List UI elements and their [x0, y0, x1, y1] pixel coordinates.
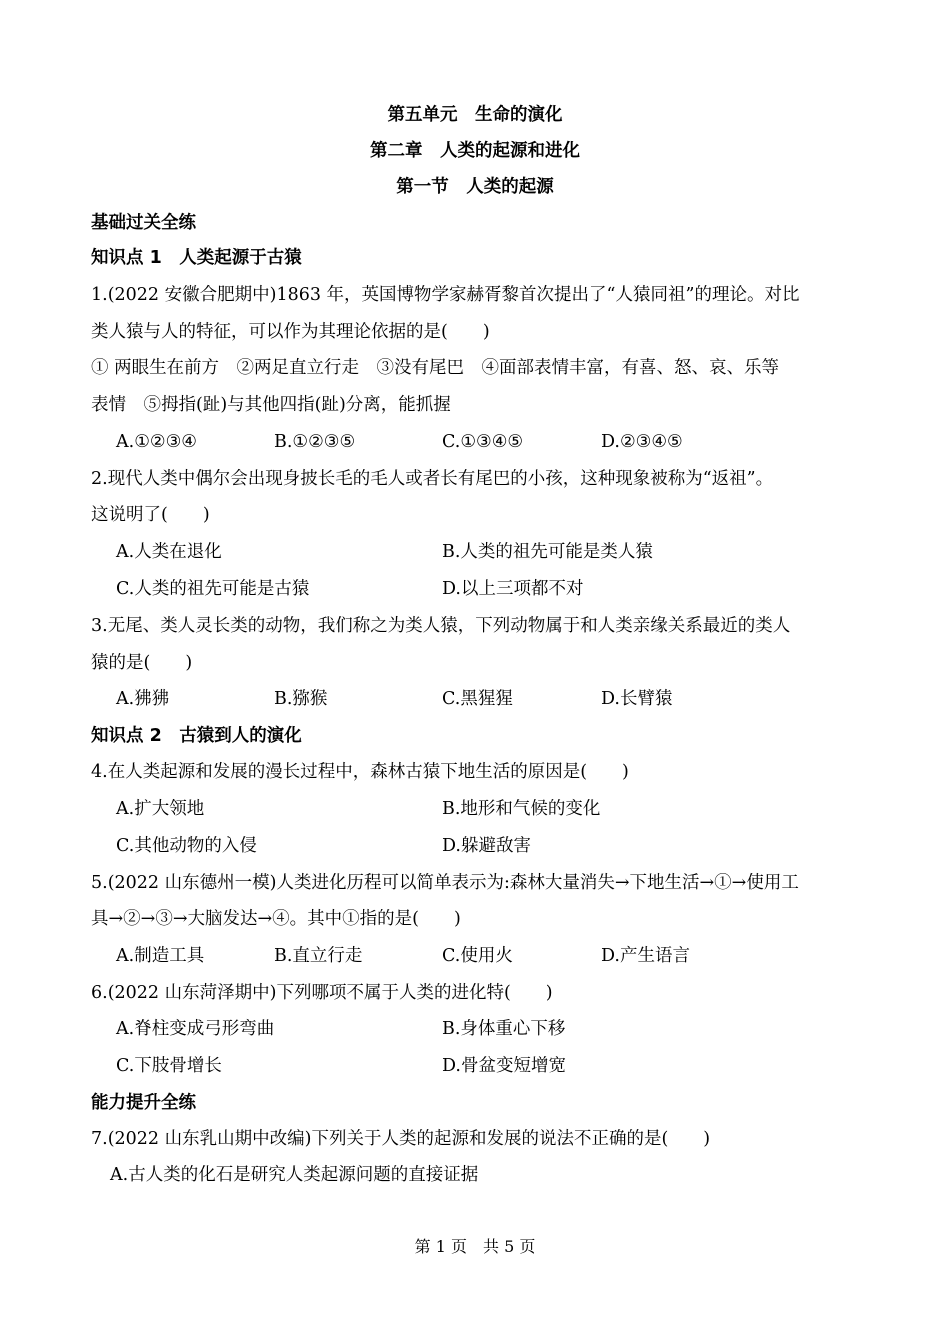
page-footer: 第 1 页 共 5 页 [414, 1237, 536, 1256]
question-1-line-3: ① 两眼生在前方 ②两足直立行走 ③没有尾巴 ④面部表情丰富，有喜、怒、哀、乐等 [91, 358, 780, 378]
question-6-option-a: A.脊柱变成弓形弯曲 [116, 1019, 275, 1039]
question-1-line-4: 表情 ⑤拇指(趾)与其他四指(趾)分离，能抓握 [91, 395, 451, 415]
question-3-option-b: B.猕猴 [274, 689, 328, 709]
advanced-practice-heading: 能力提升全练 [91, 1093, 196, 1113]
question-3-option-a: A.狒狒 [116, 689, 170, 709]
question-4-option-d: D.躲避敌害 [442, 836, 531, 856]
question-1-line-1: 1.(2022 安徽合肥期中)1863 年，英国博物学家赫胥黎首次提出了“人猿同祖”的理论。对比 [91, 285, 800, 305]
question-5-option-c: C.使用火 [442, 946, 513, 966]
question-5-option-a: A.制造工具 [116, 946, 205, 966]
question-5-line-1: 5.(2022 山东德州一模)人类进化历程可以简单表示为:森林大量消失→下地生活→①→使用工 [91, 873, 799, 893]
question-6-option-d: D.骨盆变短增宽 [442, 1056, 566, 1076]
question-2-line-1: 2.现代人类中偶尔会出现身披长毛的毛人或者长有尾巴的小孩，这种现象被称为“返祖”。 [91, 469, 774, 489]
question-6-option-c: C.下肢骨增长 [116, 1056, 222, 1076]
question-3-line-2: 猿的是( ) [91, 653, 193, 673]
question-3-line-1: 3.无尾、类人灵长类的动物，我们称之为类人猿，下列动物属于和人类亲缘关系最近的类人 [91, 616, 791, 636]
question-2-option-d: D.以上三项都不对 [442, 579, 584, 599]
question-5-option-b: B.直立行走 [274, 946, 363, 966]
question-1-option-d: D.②③④⑤ [601, 432, 683, 452]
question-2-option-c: C.人类的祖先可能是古猿 [116, 579, 310, 599]
question-3-option-c: C.黑猩猩 [442, 689, 513, 709]
question-1-option-a: A.①②③④ [116, 432, 197, 452]
question-1-line-2: 类人猿与人的特征，可以作为其理论依据的是( ) [91, 322, 490, 342]
question-4-option-c: C.其他动物的入侵 [116, 836, 257, 856]
question-2-option-a: A.人类在退化 [116, 542, 222, 562]
question-6-line-1: 6.(2022 山东菏泽期中)下列哪项不属于人类的进化特( ) [91, 983, 553, 1003]
question-2-option-b: B.人类的祖先可能是类人猿 [442, 542, 653, 562]
basic-practice-heading: 基础过关全练 [91, 213, 196, 233]
question-2-line-2: 这说明了( ) [91, 505, 210, 525]
question-4-line-1: 4.在人类起源和发展的漫长过程中，森林古猿下地生活的原因是( ) [91, 762, 629, 782]
question-5-option-d: D.产生语言 [601, 946, 690, 966]
chapter-title: 第二章 人类的起源和进化 [370, 141, 580, 161]
section-title: 第一节 人类的起源 [396, 177, 554, 197]
question-6-option-b: B.身体重心下移 [442, 1019, 566, 1039]
question-7-line-1: 7.(2022 山东乳山期中改编)下列关于人类的起源和发展的说法不正确的是( ) [91, 1129, 711, 1149]
question-4-option-b: B.地形和气候的变化 [442, 799, 601, 819]
knowledge-point-2-heading: 知识点 2 古猿到人的演化 [91, 726, 302, 746]
knowledge-point-1-heading: 知识点 1 人类起源于古猿 [91, 248, 302, 268]
question-1-option-b: B.①②③⑤ [274, 432, 356, 452]
unit-title: 第五单元 生命的演化 [387, 105, 563, 125]
question-3-option-d: D.长臂猿 [601, 689, 673, 709]
question-4-option-a: A.扩大领地 [116, 799, 205, 819]
question-7-option-a: A.古人类的化石是研究人类起源问题的直接证据 [110, 1165, 479, 1185]
question-5-line-2: 具→②→③→大脑发达→④。其中①指的是( ) [91, 909, 461, 929]
question-1-option-c: C.①③④⑤ [442, 432, 524, 452]
